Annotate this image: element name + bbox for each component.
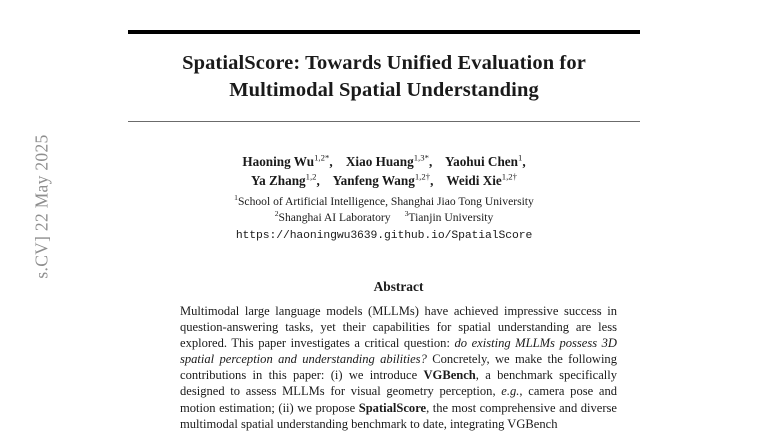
abstract-italic-question: do existing MLLMs possess 3D spatial perception and understanding abilities? [180,336,617,367]
header-rule-thin [128,121,640,122]
author-name: Weidi Xie [446,173,502,188]
abstract-heading: Abstract [373,279,424,294]
author-name: Haoning Wu [242,154,315,169]
page-title [128,50,640,104]
author-affiliation-marker: 1,3* [413,152,429,163]
author-list [128,152,640,190]
affiliation-marker: 2 [274,208,279,218]
affiliation-list [128,194,640,225]
author-affiliation-marker: 1,2 [305,171,317,182]
affiliation-text: Tianjin University [408,210,494,224]
author-name: Yanfeng Wang [332,173,415,188]
abstract-segment: , the most comprehensive and diverse multimodal spatial understanding benchmark to date, integrating VGBench [180,400,617,431]
abstract-segment: Multimodal large language models (MLLMs) have achieved impressive success in question-answering tasks, yet their capabilities for spatial understanding are less explored. This paper investigates a critical question: [180,304,617,351]
title-line-2: Multimodal Spatial Understanding [229,79,539,101]
affiliation-row-2 [128,210,640,226]
author-name: Ya Zhang [251,173,306,188]
author-affiliation-marker: 1,2* [314,152,330,163]
affiliation-text: School of Artificial Intelligence, Shanghai Jiao Tong University [237,195,534,208]
author-affiliation-marker: 1,2† [501,171,517,182]
abstract-segment: , camera pose and motion estimation; (ii) we propose [180,384,618,415]
benchmark-name-vgbench: VGBench [423,368,476,383]
affiliation-row-1 [128,194,640,210]
benchmark-name-spatialscore: SpatialScore [358,400,427,415]
affiliation-marker: 1 [234,193,238,203]
abstract-segment: , a benchmark specifically designed to assess MLLMs for visual geometry perception, [180,368,618,399]
header-rule-thick [128,30,640,34]
affiliation-marker: 3 [404,208,409,218]
abstract-italic-eg: e.g. [501,384,520,399]
author-row-1: Haoning $Wu^{1,2*}$, Xiao Huang$^{1,3*}$, Yaohui Chen$^1$, [242,152,526,169]
title-line-1: SpatialScore: Towards Unified Evaluation for [182,52,586,74]
arxiv-identifier-stamp: s.CV] 22 May 2025 [31,134,52,279]
abstract-segment: Concretely, we make the following contributions in this paper: (i) we introduce [180,352,617,383]
author-row-2: Ya Zhang$^{1,2}$, Yanfeng Wang$^{1,2\dagger}$, Weidi Xie$^{1,2\dagger}$ [251,171,517,188]
project-url[interactable]: https://haoningwu3639.github.io/SpatialScore [235,230,533,242]
author-affiliation-marker: 1,2† [414,171,431,182]
author-name: Yaohui Chen [445,154,518,169]
abstract-text [180,303,617,432]
author-name: Xiao Huang [345,154,414,169]
affiliation-text: Shanghai AI Laboratory [278,210,391,224]
author-affiliation-marker: 1 [517,152,523,163]
